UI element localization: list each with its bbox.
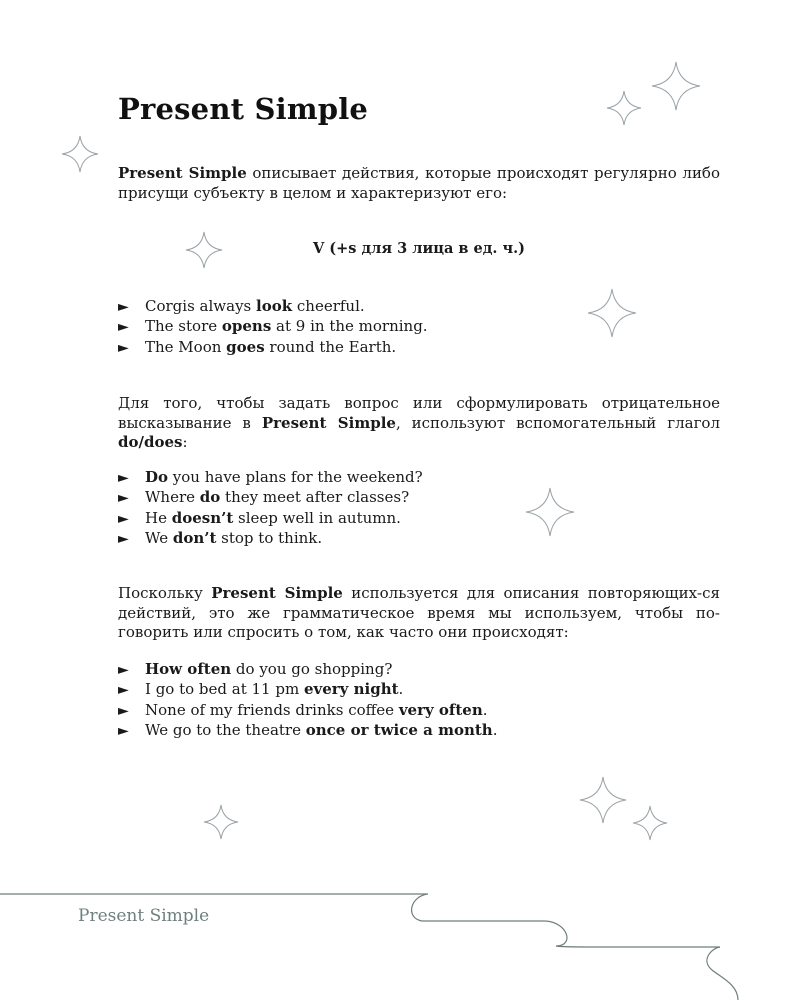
example-text: sleep well in autumn. — [233, 508, 401, 527]
paragraph-text: Для того, чтобы задать вопрос или сформулировать отрицательное высказывание в — [118, 394, 720, 432]
formula: V (+s для 3 лица в ед. ч.) — [312, 240, 526, 257]
example-text: None of my friends drinks coffee — [145, 700, 399, 719]
example-text: stop to think. — [216, 528, 323, 547]
example-item — [118, 701, 720, 721]
example-item — [118, 338, 720, 358]
example-item — [118, 660, 720, 680]
frequency-paragraph — [118, 584, 720, 643]
bullet-arrow-icon: ► — [118, 490, 129, 507]
example-bold-text: every night — [303, 680, 399, 699]
sparkle-icon — [580, 777, 626, 823]
bullet-arrow-icon: ► — [118, 299, 129, 315]
example-bold-text: doesn’t — [171, 508, 234, 527]
sparkle-icon — [204, 805, 238, 839]
example-item — [118, 488, 720, 508]
bullet-arrow-icon: ► — [118, 662, 129, 678]
example-text: The Moon — [145, 337, 227, 356]
paragraph-text: описывает действия, которые происходят регулярно либо присущи субъекту в целом и характеризуют его: — [118, 164, 720, 202]
example-text: at 9 in the morning. — [271, 317, 428, 336]
example-text: I go to bed at 11 pm — [145, 680, 304, 699]
example-bold-text: once or twice a month — [305, 720, 493, 739]
bullet-arrow-icon: ► — [118, 319, 129, 336]
example-text: round the Earth. — [264, 337, 397, 356]
examples-frequency-list — [118, 660, 720, 741]
example-bold-text: Do — [145, 468, 169, 486]
example-bold-text: do — [199, 488, 221, 507]
sparkle-icon — [607, 91, 641, 125]
example-bold-text: How often — [145, 660, 232, 678]
example-bold-text: very often — [398, 700, 483, 719]
intro-paragraph — [118, 164, 720, 203]
example-bold-text: don’t — [172, 528, 217, 547]
example-item — [118, 468, 720, 488]
bullet-arrow-icon: ► — [118, 339, 129, 356]
example-bold-text: look — [256, 297, 293, 315]
example-text: He — [145, 508, 172, 527]
sparkle-icon — [62, 136, 98, 172]
footer-wave-line — [545, 921, 720, 947]
example-text: you have plans for the weekend? — [168, 468, 423, 486]
page-title: Present Simple — [118, 92, 369, 126]
example-bold-text: opens — [221, 317, 272, 336]
paragraph-text: Поскольку — [118, 584, 212, 602]
footer-wave-line — [707, 947, 738, 1000]
auxiliary-paragraph — [118, 394, 720, 453]
example-text: We — [145, 528, 173, 547]
example-text: . — [492, 720, 498, 739]
example-text: . — [482, 700, 488, 719]
sparkle-icon — [652, 62, 700, 110]
example-text: cheerful. — [292, 297, 365, 315]
example-text: . — [398, 680, 404, 699]
paragraph-bold-text: Present Simple — [211, 584, 343, 602]
example-item — [118, 721, 720, 741]
examples-affirmative-list — [118, 297, 720, 358]
example-item — [118, 297, 720, 317]
bullet-arrow-icon: ► — [118, 702, 129, 719]
example-text: do you go shopping? — [231, 660, 393, 678]
example-text: We go to the theatre — [145, 720, 306, 739]
example-text: Where — [145, 488, 200, 507]
example-text: The store — [145, 317, 222, 336]
paragraph-bold-text: Present Simple — [261, 413, 396, 432]
example-item — [118, 529, 720, 549]
sparkle-icon — [633, 806, 667, 840]
paragraph-bold-text: do/does — [118, 433, 183, 451]
paragraph-text: : — [182, 433, 188, 451]
footer-label: Present Simple — [78, 906, 210, 926]
example-item — [118, 509, 720, 529]
examples-auxiliary-list — [118, 468, 720, 549]
bullet-arrow-icon: ► — [118, 722, 129, 739]
example-item — [118, 680, 720, 700]
example-text: Corgis always — [145, 297, 257, 315]
bullet-arrow-icon: ► — [118, 682, 129, 699]
example-bold-text: goes — [226, 337, 265, 356]
paragraph-text: , используют вспомогательный глагол — [395, 413, 720, 432]
bullet-arrow-icon: ► — [118, 470, 129, 486]
example-item — [118, 317, 720, 337]
bullet-arrow-icon: ► — [118, 530, 129, 547]
paragraph-bold-text: Present Simple — [118, 164, 247, 182]
bullet-arrow-icon: ► — [118, 510, 129, 527]
example-text: they meet after classes? — [220, 488, 410, 507]
paragraph-text: используется для описания повторяющих-ся действий, это же грамматическое время мы используем, чтобы по-говорить или спросить о том, как часто они происходят: — [118, 584, 720, 641]
